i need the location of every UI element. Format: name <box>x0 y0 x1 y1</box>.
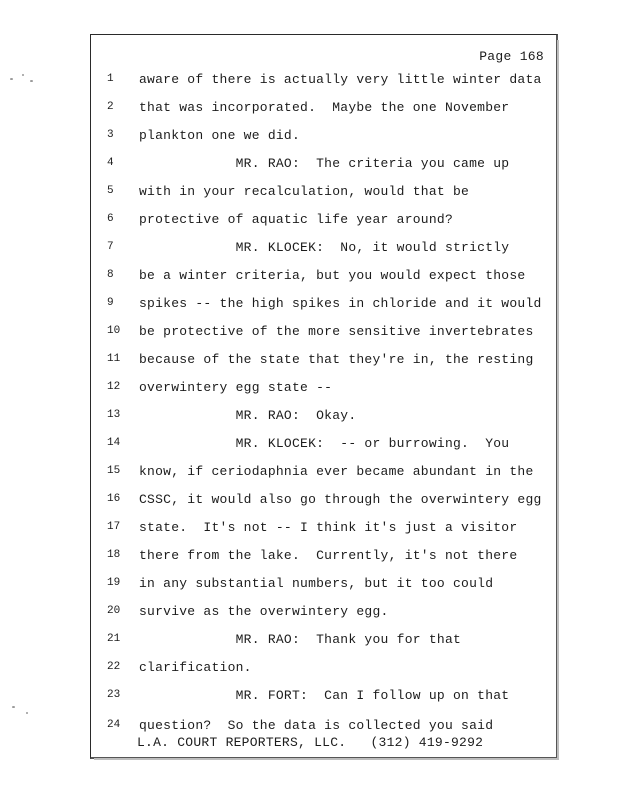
transcript-line: because of the state that they're in, the resting <box>139 352 534 367</box>
scan-speck <box>12 706 15 708</box>
transcript-line: be a winter criteria, but you would expect those <box>139 268 526 283</box>
line-number: 21 <box>107 633 121 645</box>
transcript-line: protective of aquatic life year around? <box>139 212 453 227</box>
transcript-line: MR. KLOCEK: No, it would strictly <box>139 240 510 255</box>
reporter-footer: L.A. COURT REPORTERS, LLC. (312) 419-9292 <box>137 735 484 750</box>
line-number: 2 <box>107 101 114 113</box>
transcript-line: spikes -- the high spikes in chloride and it would <box>139 296 542 311</box>
line-number: 15 <box>107 465 121 477</box>
line-number: 3 <box>107 129 114 141</box>
line-number: 12 <box>107 381 121 393</box>
transcript-line: there from the lake. Currently, it's not there <box>139 548 518 563</box>
scan-speck <box>10 78 13 80</box>
line-number: 1 <box>107 73 114 85</box>
line-number: 16 <box>107 493 121 505</box>
transcript-line: MR. RAO: The criteria you came up <box>139 156 510 171</box>
transcript-line: plankton one we did. <box>139 128 301 143</box>
transcript-page <box>90 34 558 759</box>
transcript-line: aware of there is actually very little winter data <box>139 72 542 87</box>
line-number: 13 <box>107 409 121 421</box>
transcript-line: CSSC, it would also go through the overwintery egg <box>139 492 542 507</box>
line-number: 19 <box>107 577 121 589</box>
page-shadow-right <box>557 40 559 760</box>
line-number: 6 <box>107 213 114 225</box>
transcript-line: be protective of the more sensitive invertebrates <box>139 324 534 339</box>
transcript-line: MR. FORT: Can I follow up on that <box>139 688 510 703</box>
transcript-line: MR. RAO: Okay. <box>139 408 357 423</box>
line-number: 11 <box>107 353 121 365</box>
line-number: 23 <box>107 689 121 701</box>
transcript-line: survive as the overwintery egg. <box>139 604 389 619</box>
transcript-line: state. It's not -- I think it's just a visitor <box>139 520 518 535</box>
transcript-line: with in your recalculation, would that be <box>139 184 470 199</box>
line-number: 24 <box>107 719 121 731</box>
line-number: 5 <box>107 185 114 197</box>
line-number: 17 <box>107 521 121 533</box>
transcript-line: that was incorporated. Maybe the one November <box>139 100 510 115</box>
page-shadow-bottom <box>94 758 559 760</box>
line-number: 18 <box>107 549 121 561</box>
scan-speck <box>26 712 28 714</box>
line-number: 7 <box>107 241 114 253</box>
transcript-line: overwintery egg state -- <box>139 380 333 395</box>
scan-speck <box>30 80 33 82</box>
line-number: 20 <box>107 605 121 617</box>
line-number: 22 <box>107 661 121 673</box>
transcript-line: clarification. <box>139 660 252 675</box>
transcript-line: MR. KLOCEK: -- or burrowing. You <box>139 436 510 451</box>
transcript-line: in any substantial numbers, but it too could <box>139 576 494 591</box>
line-number: 14 <box>107 437 121 449</box>
line-number: 10 <box>107 325 121 337</box>
line-number: 9 <box>107 297 114 309</box>
page-number: Page 168 <box>479 49 544 64</box>
transcript-line: know, if ceriodaphnia ever became abundant in the <box>139 464 534 479</box>
line-number: 4 <box>107 157 114 169</box>
transcript-line: question? So the data is collected you said <box>139 718 494 733</box>
line-number: 8 <box>107 269 114 281</box>
scan-speck <box>22 74 24 76</box>
transcript-line: MR. RAO: Thank you for that <box>139 632 462 647</box>
